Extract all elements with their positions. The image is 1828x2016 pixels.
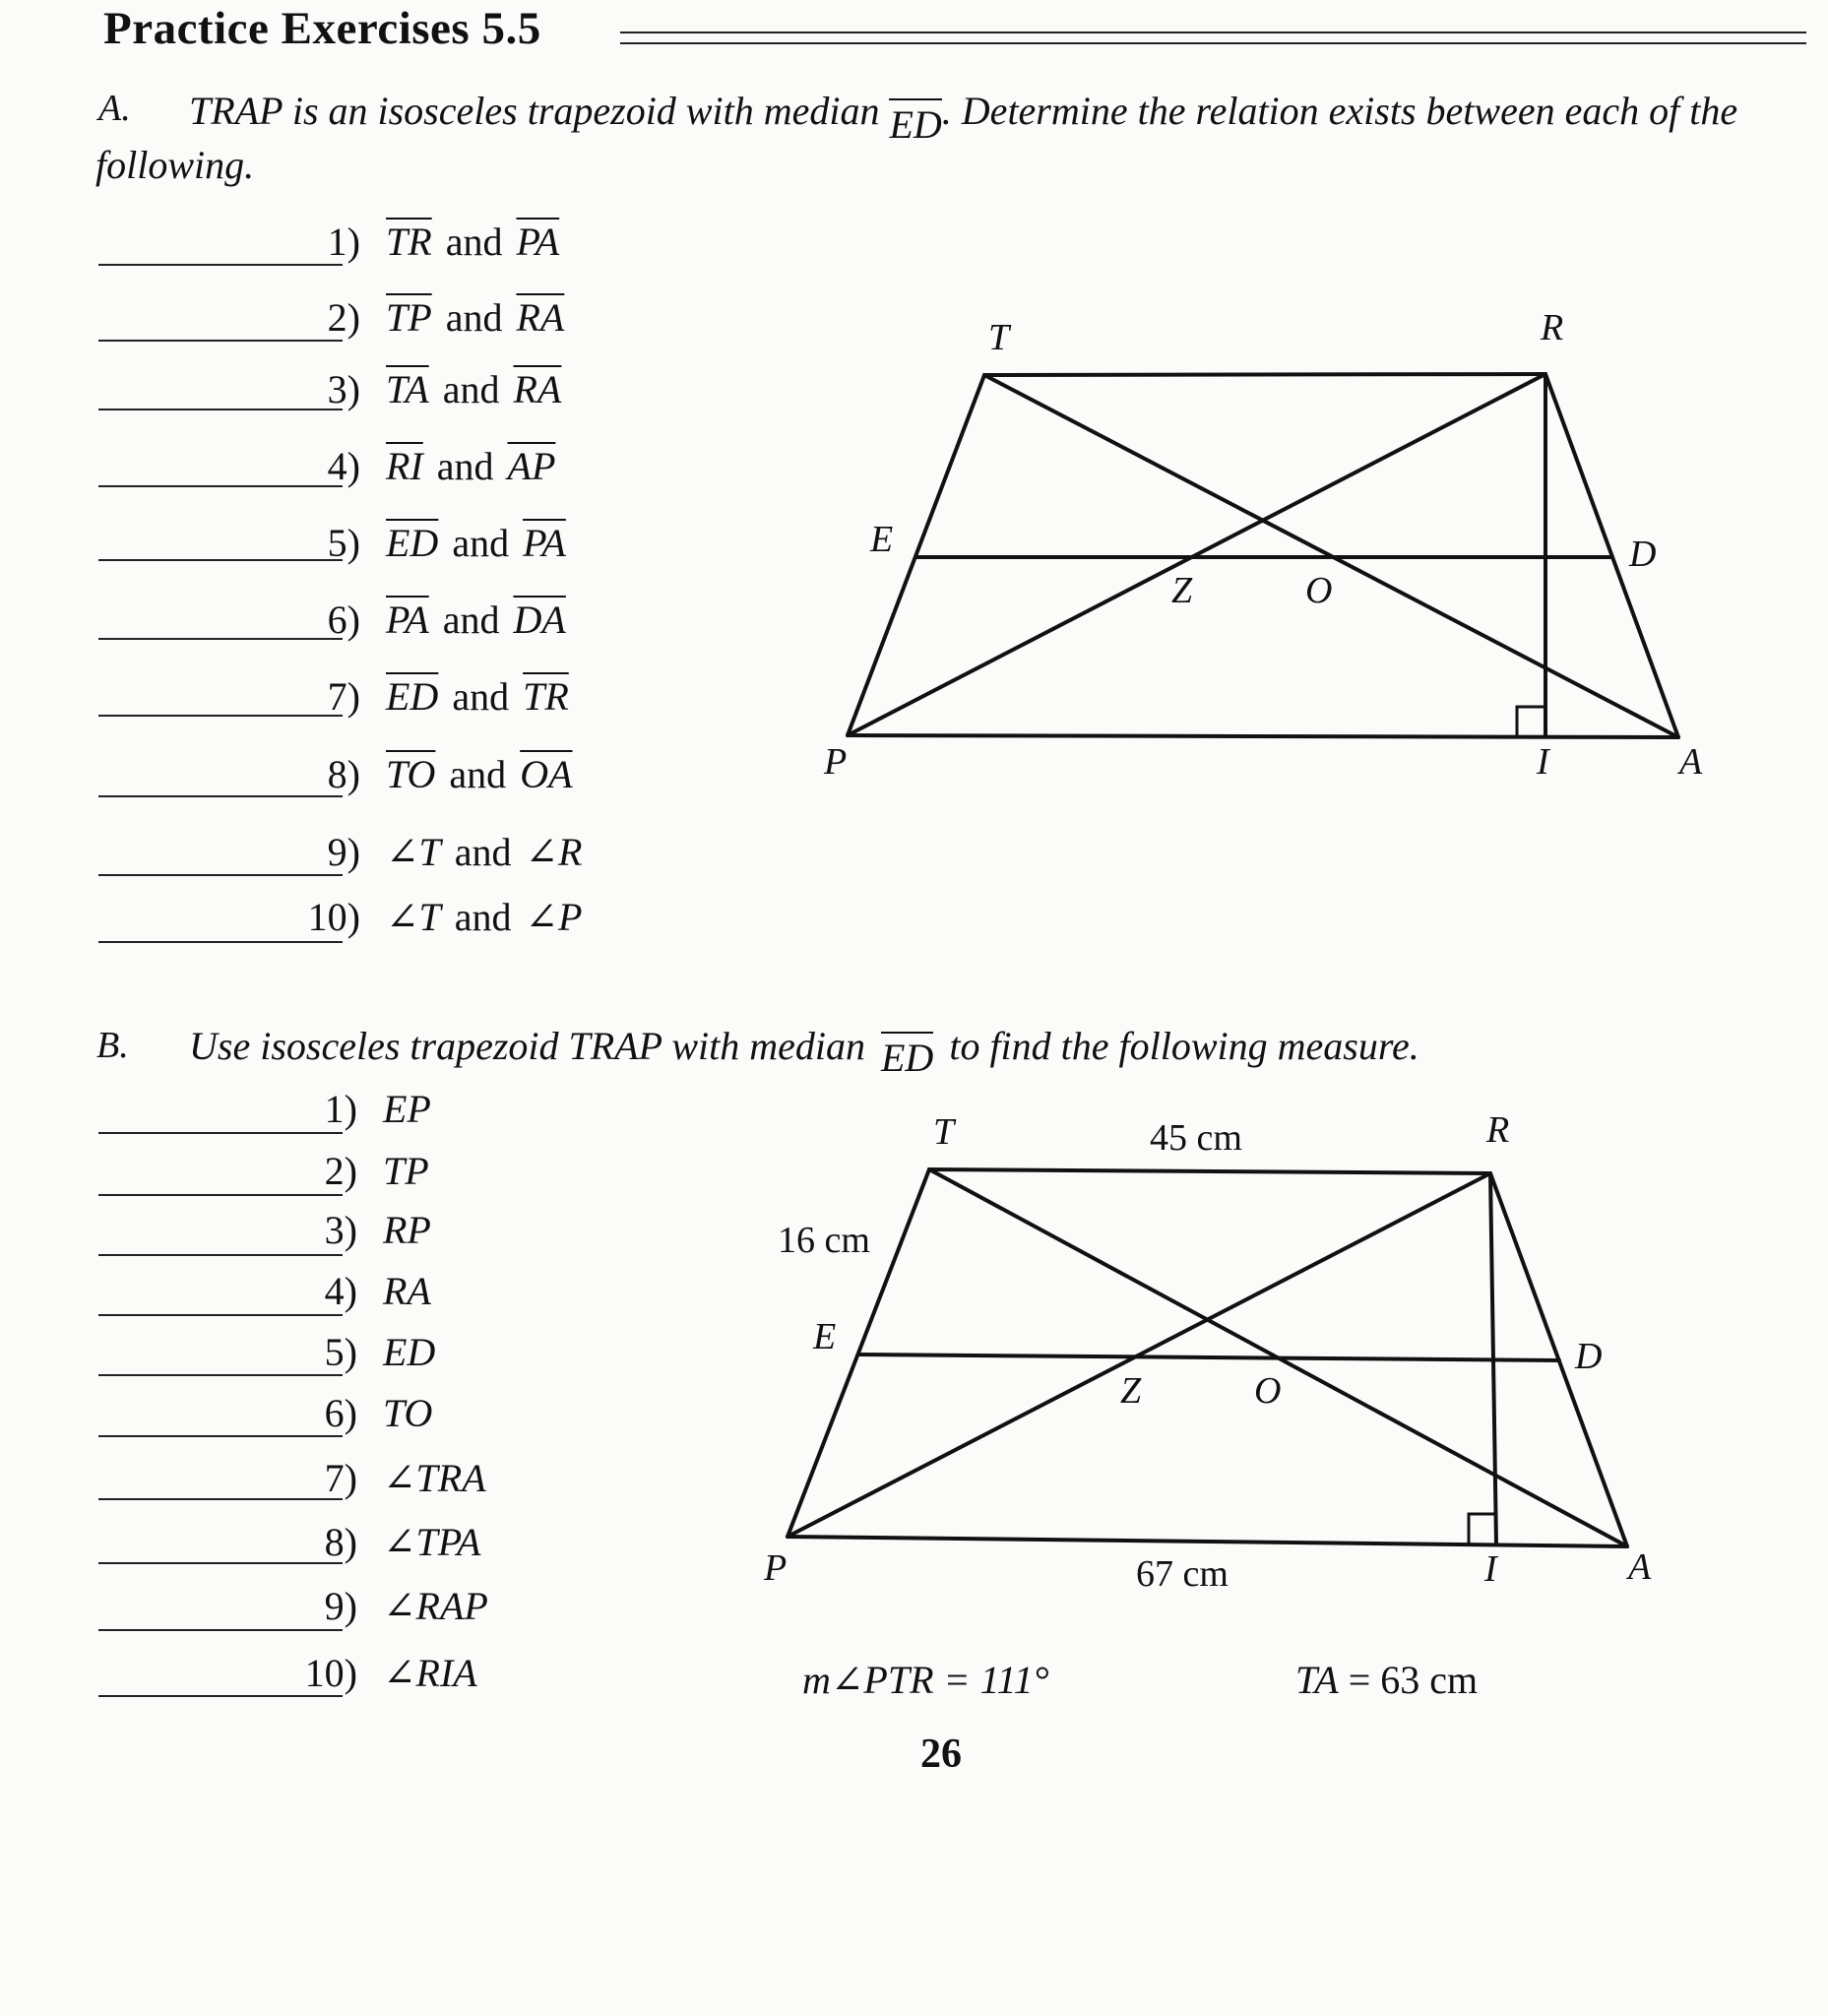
vertex-label-o: O: [1254, 1370, 1282, 1412]
item-number: 6): [327, 598, 360, 642]
item-quantity: ∠RIA: [383, 1651, 477, 1695]
base-pa: [788, 1537, 1627, 1546]
trapezoid-figure-a: [848, 374, 1678, 737]
base-tr: [929, 1169, 1490, 1173]
segment-second: $\overline{RA}$: [513, 367, 562, 411]
item-number: 3): [327, 367, 360, 411]
item-quantity: ED: [383, 1330, 436, 1374]
median-ed: [858, 1354, 1559, 1360]
vertex-label-r: R: [1541, 307, 1564, 348]
segment-first: $\overline{ED}$: [386, 674, 439, 719]
measure-symbol: m: [802, 1658, 831, 1702]
item-number: 2): [324, 1149, 357, 1193]
item-quantity: TP: [383, 1149, 429, 1193]
angle-first: ∠T: [386, 895, 441, 939]
item-number: 5): [324, 1330, 357, 1374]
part-a-instructions-line2: following.: [95, 143, 255, 187]
item-number: 7): [324, 1456, 357, 1500]
vertex-label-z: Z: [1120, 1370, 1142, 1412]
segment-second: $\overline{PA}$: [516, 220, 560, 264]
part-b-label: B.: [96, 1025, 129, 1066]
vertex-label-p: P: [764, 1547, 788, 1589]
angle-first: ∠T: [386, 830, 441, 874]
vertex-label-t: T: [988, 317, 1010, 358]
item-quantity: TO: [383, 1391, 433, 1435]
angle-second: ∠R: [525, 830, 583, 874]
and-word: and: [449, 752, 507, 796]
segment-first: $\overline{TO}$: [386, 752, 436, 796]
segment-first: $\overline{TP}$: [386, 295, 432, 340]
vertex-label-o: O: [1305, 570, 1333, 611]
figure-b-labels: [763, 1109, 1652, 1595]
item-number: 2): [327, 295, 360, 340]
given-ta-variable: TA: [1295, 1658, 1339, 1702]
item-number: 5): [327, 521, 360, 565]
item-number: 9): [324, 1584, 357, 1628]
base-pa: [848, 735, 1678, 737]
item-number: 8): [327, 752, 360, 796]
vertex-label-i: I: [1484, 1548, 1497, 1590]
segment-first: $\overline{RI}$: [386, 444, 423, 488]
segment-first: $\overline{ED}$: [386, 521, 439, 565]
item-quantity: ∠TRA: [383, 1456, 486, 1500]
item-number: 8): [324, 1520, 357, 1564]
segment-second: $\overline{TR}$: [523, 674, 569, 719]
top-base-length: 45 cm: [1150, 1117, 1242, 1159]
and-word: and: [452, 521, 510, 565]
given-ta-value: = 63 cm: [1338, 1658, 1479, 1702]
item-quantity: ∠RAP: [383, 1584, 488, 1628]
page-number: 26: [920, 1732, 962, 1777]
segment-first: $\overline{TA}$: [386, 367, 429, 411]
trapezoid-figure-b: [788, 1169, 1627, 1546]
item-number: 7): [327, 674, 360, 719]
item-number: 6): [324, 1391, 357, 1435]
segment-second: $\overline{OA}$: [520, 752, 573, 796]
diagonal-rp: [848, 374, 1545, 735]
given-angle-ptr: [802, 1657, 1049, 1703]
and-word: and: [442, 367, 500, 411]
figure-a-labels: [823, 307, 1703, 783]
vertex-label-r: R: [1486, 1109, 1510, 1151]
segment-second: $\overline{PA}$: [523, 521, 566, 565]
vertex-label-p: P: [824, 741, 848, 783]
vertex-label-i: I: [1537, 741, 1549, 783]
and-word: and: [442, 598, 500, 642]
part-a-label: A.: [98, 88, 131, 129]
vertex-label-a: A: [1628, 1546, 1652, 1588]
right-angle-mark: [1469, 1514, 1495, 1544]
part-a-intro-text: TRAP is an isosceles trapezoid with median: [189, 89, 880, 133]
item-number: 1): [327, 220, 360, 264]
item-number: 10): [304, 1651, 357, 1695]
angle-second: ∠P: [525, 895, 583, 939]
vertex-label-t: T: [933, 1111, 955, 1153]
and-word: and: [445, 295, 503, 340]
part-a-intro-segment: ED: [889, 98, 941, 146]
item-quantity: RA: [383, 1269, 431, 1313]
segment-first: $\overline{TR}$: [386, 220, 432, 264]
right-angle-mark: [1517, 707, 1545, 736]
item-number: 9): [327, 830, 360, 874]
given-ta-length: [1295, 1657, 1478, 1703]
given-angle-value: ∠PTR = 111°: [830, 1658, 1049, 1702]
part-b-intro-segment: ED: [881, 1032, 933, 1079]
vertex-label-d: D: [1575, 1336, 1603, 1377]
segment-first: $\overline{PA}$: [386, 598, 429, 642]
part-b-intro-text-end: to find the following measure.: [949, 1024, 1419, 1068]
part-b-intro-text: Use isosceles trapezoid TRAP with median: [189, 1024, 865, 1068]
segment-second: $\overline{DA}$: [513, 598, 566, 642]
and-word: and: [452, 674, 510, 719]
item-number: 1): [324, 1087, 357, 1131]
vertex-label-a: A: [1679, 741, 1703, 783]
and-word: and: [436, 444, 494, 488]
vertex-label-z: Z: [1171, 570, 1193, 611]
item-number: 3): [324, 1208, 357, 1252]
base-tr: [984, 374, 1545, 375]
item-number: 4): [327, 444, 360, 488]
part-a-intro-text-end: . Determine the relation exists between each of the: [941, 89, 1738, 133]
vertex-label-d: D: [1629, 534, 1657, 575]
item-number: 10): [307, 895, 360, 939]
segment-second: $\overline{AP}$: [507, 444, 556, 488]
vertex-label-e: E: [870, 519, 894, 560]
leg-length: 16 cm: [778, 1220, 870, 1261]
item-quantity: RP: [383, 1208, 431, 1252]
segment-second: $\overline{RA}$: [516, 295, 565, 340]
item-quantity: EP: [383, 1087, 431, 1131]
bottom-base-length: 67 cm: [1136, 1553, 1229, 1595]
and-word: and: [445, 220, 503, 264]
and-word: and: [454, 895, 512, 939]
item-number: 4): [324, 1269, 357, 1313]
page-title: Practice Exercises 5.5: [103, 3, 541, 54]
and-word: and: [454, 830, 512, 874]
vertex-label-e: E: [813, 1316, 837, 1357]
item-quantity: ∠TPA: [383, 1520, 481, 1564]
